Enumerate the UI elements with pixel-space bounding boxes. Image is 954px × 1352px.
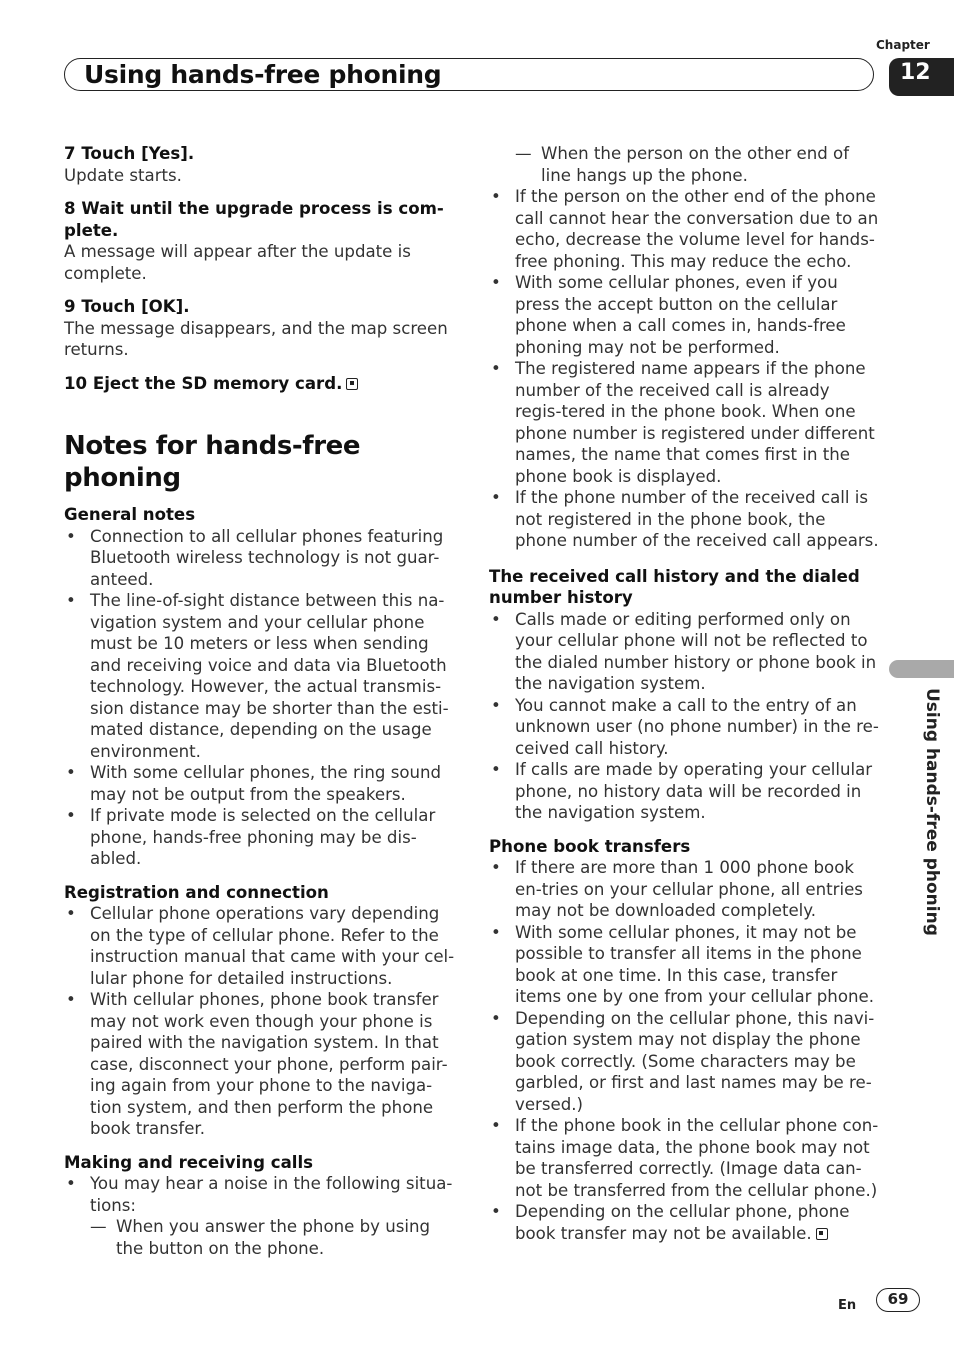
- step-7-text: Update starts.: [64, 165, 182, 185]
- side-tab-marker: [889, 660, 954, 678]
- section-title: Notes for hands-free phoning: [64, 431, 361, 493]
- registration-list: [64, 903, 456, 1140]
- list-item-text: Depending on the cellular phone, phone book transfer may not be available.: [515, 1202, 850, 1243]
- list-item: • If private mode is selected on the cellular phone, hands-free phoning may be dis-abled.: [64, 805, 456, 870]
- list-item: • With cellular phones, phone book transfer may not work even though your phone is paired with the navigation system. In that case, disconnect your phone, perform pair-ing again from your phone to the naviga-tion system, and then perform the phone book transfer.: [64, 989, 456, 1140]
- list-item: • With some cellular phones, it may not be possible to transfer all items in the phone book at one time. In this case, transfer items one by one from your cellular phone.: [489, 922, 881, 1008]
- list-item: • With some cellular phones, the ring sound may not be output from the speakers.: [64, 762, 456, 805]
- step-10-heading: [64, 373, 456, 395]
- language-code: En: [838, 1298, 857, 1313]
- dash-item: — When the person on the other end of line hangs up the phone.: [489, 143, 881, 186]
- calls-list: [64, 1173, 456, 1259]
- list-item: • If the phone book in the cellular phone con-tains image data, the phone book may not be transferred correctly. (Image data can-not be transferred from the cellular phone.): [489, 1115, 881, 1201]
- registration-heading: Registration and connection: [64, 882, 329, 902]
- left-column: [64, 143, 456, 1259]
- dash-item: — When you answer the phone by using the button on the phone.: [90, 1216, 456, 1259]
- chapter-number-badge: 12: [889, 58, 954, 96]
- step-8-heading: 8 Wait until the upgrade process is com-plete.: [64, 199, 444, 240]
- right-column: [489, 143, 881, 1244]
- list-item: • Connection to all cellular phones featuring Bluetooth wireless technology is not guar-anteed.: [64, 526, 456, 591]
- list-item: [64, 1173, 456, 1259]
- side-tab-label: Using hands-free phoning: [922, 688, 942, 936]
- calls-list-continued: [489, 186, 881, 552]
- end-mark-icon: [346, 378, 358, 390]
- list-item: • If calls are made by operating your cellular phone, no history data will be recorded in the navigation system.: [489, 759, 881, 824]
- list-item: • Calls made or editing performed only on your cellular phone will not be reflected to the dialed number history or phone book in the navigation system.: [489, 609, 881, 695]
- end-mark-icon: [816, 1228, 828, 1240]
- list-item: • The line-of-sight distance between this na-vigation system and your cellular phone must be 10 meters or less when sending and receiving voice and data via Bluetooth technology. However, the actual transmis-sion distance may be shorter than the esti-mated distance, depending on the usage environment.: [64, 590, 456, 762]
- list-item: • If the phone number of the received call is not registered in the phone book, the phone number of the received call appears.: [489, 487, 881, 552]
- list-item-text: You may hear a noise in the following situa-tions:: [90, 1174, 453, 1215]
- transfers-heading: Phone book transfers: [489, 836, 691, 856]
- step-10-label: 10 Eject the SD memory card.: [64, 373, 343, 393]
- step-9-text: The message disappears, and the map screen returns.: [64, 318, 448, 359]
- step-8-text: A message will appear after the update is complete.: [64, 242, 411, 283]
- list-item: [489, 1201, 881, 1244]
- list-item: • If the person on the other end of the phone call cannot hear the conversation due to an echo, decrease the volume level for hands-free phoning. This may reduce the echo.: [489, 186, 881, 272]
- page-number: 69: [876, 1288, 920, 1312]
- list-item: • Depending on the cellular phone, this navi-gation system may not display the phone book correctly. (Some characters may be garbled, or first and last names may be re-versed.): [489, 1008, 881, 1116]
- general-notes-heading: General notes: [64, 505, 196, 524]
- list-item: • If there are more than 1 000 phone book en-tries on your cellular phone, all entries may not be downloaded completely.: [489, 857, 881, 922]
- list-item: • Cellular phone operations vary depending on the type of cellular phone. Refer to the instruction manual that came with your cel-lular phone for detailed instructions.: [64, 903, 456, 989]
- list-item: • The registered name appears if the phone number of the received call is already regis-tered in the phone book. When one phone number is registered under different names, the name that comes first in the phone book is displayed.: [489, 358, 881, 487]
- list-item: • You cannot make a call to the entry of an unknown user (no phone number) in the re-ceived call history.: [489, 695, 881, 760]
- transfers-list: [489, 857, 881, 1244]
- calls-heading: Making and receiving calls: [64, 1152, 314, 1172]
- step-7-heading: 7 Touch [Yes].: [64, 144, 195, 163]
- list-item: • With some cellular phones, even if you press the accept button on the cellular phone when a call comes in, hands-free phoning may not be performed.: [489, 272, 881, 358]
- history-heading: The received call history and the dialed number history: [489, 566, 860, 607]
- history-list: [489, 609, 881, 824]
- general-notes-list: [64, 526, 456, 870]
- chapter-label: Chapter: [876, 38, 930, 52]
- page-title: Using hands-free phoning: [84, 60, 442, 89]
- step-9-heading: 9 Touch [OK].: [64, 297, 190, 316]
